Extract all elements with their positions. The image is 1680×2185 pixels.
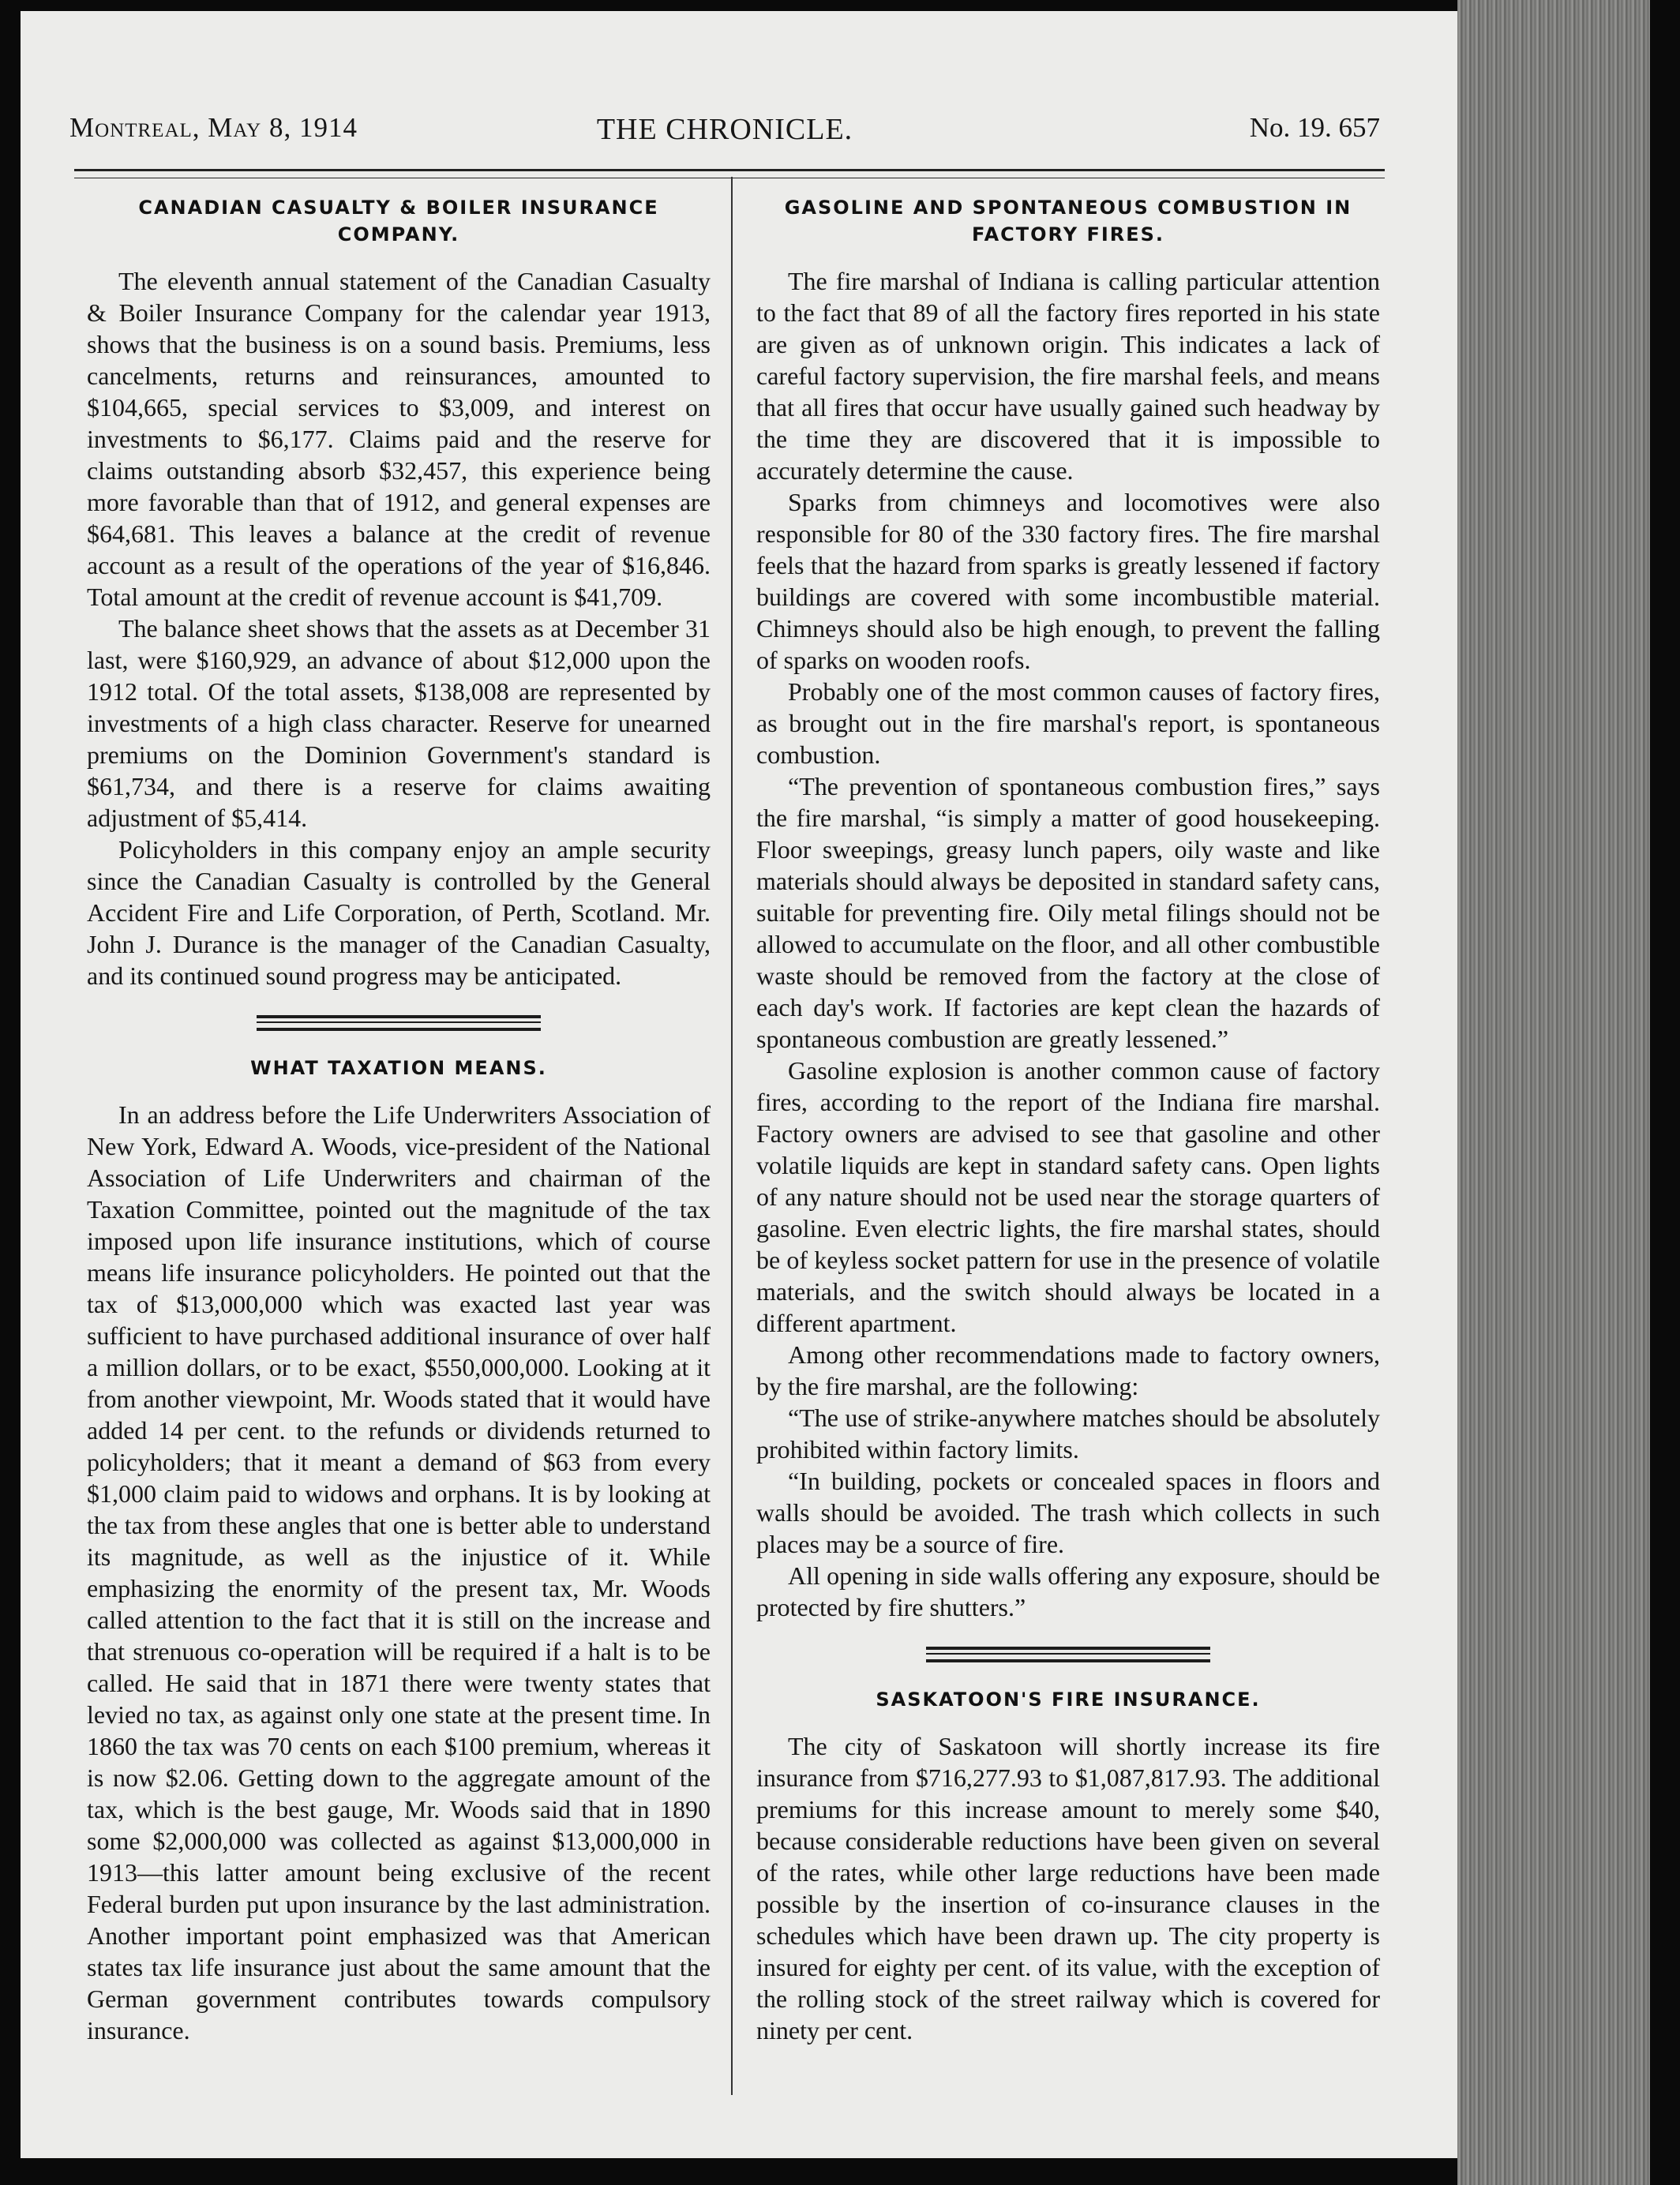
article-paragraph: Sparks from chimneys and locomotives were also responsible for 80 of the 330 factory fires. The fire marshal feels that the hazard from sparks is greatly lessened if factory buildings are covered with some incombustible material. Chimneys should also be high enough, to prevent the falling of sparks on wooden roofs. [756,488,1380,674]
article-what-taxation-means [87,1055,711,2046]
article-paragraph: The eleventh annual statement of the Canadian Casualty & Boiler Insurance Company for the calendar year 1913, shows that the business is on a sound basis. Premiums, less cancelments, returns and reinsurances, amounted to $104,665, special services to $3,009, and interest on investments to $6,177. Claims paid and the reserve for claims outstanding absorb $32,457, this experience being more favorable than that of 1912, and general expenses are $64,681. This leaves a balance at the credit of revenue account as a result of the operations of the year of $16,846. Total amount at the credit of revenue account is $41,709. [87,267,711,611]
header-rule [74,169,1385,178]
book-page-edges [1457,0,1680,2185]
article-headline: SASKATOON'S FIRE INSURANCE. [876,1688,1261,1711]
article-paragraph: Policyholders in this company enjoy an ample security since the Canadian Casualty is controlled by the General Accident Fire and Life Corporation, of Perth, Scotland. Mr. John J. Durance is the manager of the Canadian Casualty, and its continued sound progress may be anticipated. [87,835,711,990]
newspaper-page [21,11,1457,2158]
left-column [87,194,711,2062]
header-masthead: THE CHRONICLE. [596,113,853,146]
article-paragraph: The balance sheet shows that the assets as at December 31 last, were $160,929, an advance of about $12,000 upon the 1912 total. Of the total assets, $138,008 are represented by investments of a high class character. Reserve for unearned premiums on the Dominion Government's standard is $61,734, and there is a reserve for claims awaiting adjustment of $5,414. [87,614,711,832]
article-paragraph: The city of Saskatoon will shortly increase its fire insurance from $716,277.93 to $1,087,817.93. The additional premiums for this increase amount to merely some $40, because considerable reductions have been given on several of the rates, while other large reductions have been made possible by the insertion of co-insurance clauses in the schedules which have been drawn up. The city property is insured for eighty per cent. of its value, with the exception of the rolling stock of the street railway which is covered for ninety per cent. [756,1732,1380,2044]
column-divider [731,177,733,2095]
article-gasoline-combustion [756,194,1380,1623]
article-headline: GASOLINE AND SPONTANEOUS COMBUSTION IN FACTORY FIRES. [784,197,1352,245]
article-paragraph: In an address before the Life Underwriters Association of New York, Edward A. Woods, vice-president of the National Association of Life Underwriters and chairman of the Taxation Committee, pointed out the magnitude of the tax imposed upon life insurance institutions, which of course means life insurance policyholders. He pointed out that the tax of $13,000,000 which was exacted last year was sufficient to have purchased additional insurance of over half a million dollars, or to be exact, $550,000,000. Looking at it from another viewpoint, Mr. Woods stated that it would have added 14 per cent. to the refunds or dividends returned to policyholders; that it meant a demand of $63 from every $1,000 claim paid to widows and orphans. It is by looking at the tax from these angles that one is better able to understand its magnitude, as well as the injustice of it. While emphasizing the enormity of the present tax, Mr. Woods called attention to the fact that it is still on the increase and that strenuous co-operation will be required if a halt is to be called. He said that in 1871 there were twenty states that levied no tax, as against only one state at the present time. In 1860 the tax was 70 cents on each $100 premium, whereas it is now $2.06. Getting down to the aggregate amount of the tax, which is the best gauge, Mr. Woods said that in 1890 some $2,000,000 was collected as against $13,000,000 in 1913—this latter amount being exclusive of the recent Federal burden put upon insurance by the last administration. Another important point emphasized was that American states tax life insurance just about the same amount that the German government contributes towards compulsory insurance. [87,1100,711,2044]
article-canadian-casualty [87,194,711,991]
article-separator [257,1015,541,1031]
article-paragraph: “The use of strike-anywhere matches should be absolutely prohibited within factory limits. [756,1404,1380,1464]
article-saskatoon-fire-insurance [756,1686,1380,2046]
article-paragraph: The fire marshal of Indiana is calling particular attention to the fact that 89 of all the factory fires reported in his state are given as of unknown origin. This indicates a lack of careful factory supervision, the fire marshal feels, and means that all fires that occur have usually gained such headway by the time they are discovered that it is impossible to accurately determine the cause. [756,267,1380,485]
article-paragraph: All opening in side walls offering any exposure, should be protected by fire shutters.” [756,1561,1380,1621]
article-separator [926,1647,1210,1662]
article-paragraph: “The prevention of spontaneous combustion fires,” says the fire marshal, “is simply a matter of good housekeeping. Floor sweepings, greasy lunch papers, oily waste and like materials should always be deposited in standard safety cans, suitable for preventing fire. Oily metal filings should not be allowed to accumulate on the floor, and all other combustible waste should be removed from the factory at the close of each day's work. If factories are kept clean the hazards of spontaneous combustion are greatly lessened.” [756,772,1380,1053]
right-column [756,194,1380,2062]
article-paragraph: Among other recommendations made to factory owners, by the fire marshal, are the following: [756,1340,1380,1400]
header-issue-page: No. 19. 657 [1249,112,1380,143]
article-paragraph: “In building, pockets or concealed spaces in floors and walls should be avoided. The trash which collects in such places may be a source of fire. [756,1467,1380,1558]
scan-border [1650,0,1680,2185]
running-head [69,104,1380,152]
article-paragraph: Gasoline explosion is another common cause of factory fires, according to the report of the Indiana fire marshal. Factory owners are advised to see that gasoline and other volatile liquids are kept in standard safety cans. Open lights of any nature should not be used near the storage quarters of gasoline. Even electric lights, the fire marshal states, should be of keyless socket pattern for use in the presence of volatile materials, and the switch should always be located in a different apartment. [756,1056,1380,1337]
article-headline: WHAT TAXATION MEANS. [250,1057,547,1079]
article-headline: CANADIAN CASUALTY & BOILER INSURANCE COMPANY. [138,197,659,245]
article-paragraph: Probably one of the most common causes of factory fires, as brought out in the fire marshal's report, is spontaneous combustion. [756,677,1380,769]
header-dateline: Montreal, May 8, 1914 [69,112,358,143]
